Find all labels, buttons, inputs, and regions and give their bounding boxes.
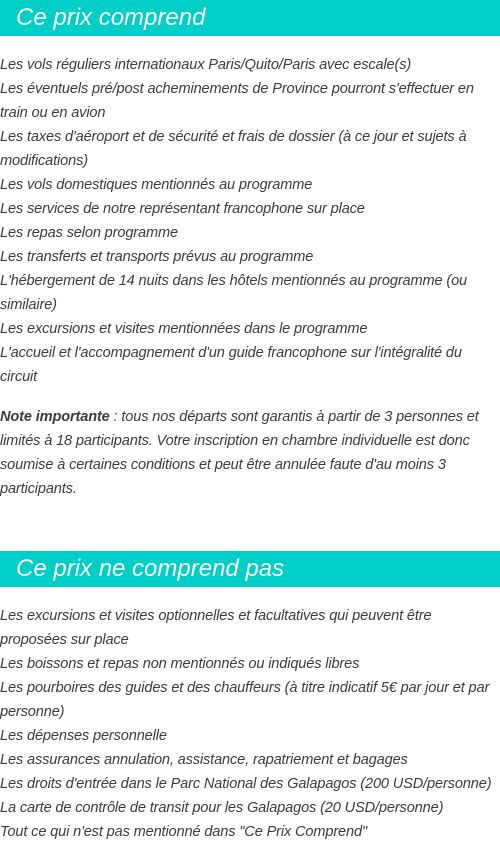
important-note — [0, 405, 484, 501]
included-list — [0, 53, 500, 389]
included-item: Les transferts et transports prévus au programme — [0, 249, 314, 265]
excluded-item: La carte de contrôle de transit pour les Galapagos (20 USD/personne) — [0, 800, 444, 816]
important-note-text: : tous nos départs sont garantis à partir de 3 personnes et limités à 18 participants. Votre inscription en chambre individuelle est donc soumise à certaines conditions et peut être annulée faute d'au moins 3 participants. — [0, 409, 479, 497]
included-section-title: Ce prix comprend — [0, 0, 500, 36]
excluded-item: Tout ce qui n'est pas mentionné dans "Ce Prix Comprend" — [0, 824, 367, 840]
excluded-item: Les assurances annulation, assistance, rapatriement et bagages — [0, 752, 408, 768]
included-item: L'hébergement de 14 nuits dans les hôtels mentionnés au programme (ou similaire) — [0, 273, 468, 313]
excluded-item: Les dépenses personnelle — [0, 728, 167, 744]
included-item: L'accueil et l'accompagnement d'un guide francophone sur l'intégralité du circuit — [0, 345, 462, 385]
included-item: Les vols réguliers internationaux Paris/Quito/Paris avec escale(s) — [0, 57, 412, 73]
included-item: Les repas selon programme — [0, 225, 178, 241]
included-item: Les services de notre représentant francophone sur place — [0, 201, 365, 217]
included-item: Les excursions et visites mentionnées dans le programme — [0, 321, 368, 337]
included-item: Les éventuels pré/post acheminements de Province pourront s'effectuer en train ou en avion — [0, 81, 474, 121]
included-item: Les vols domestiques mentionnés au programme — [0, 177, 313, 193]
excluded-item: Les droits d'entrée dans le Parc National des Galapagos (200 USD/personne) — [0, 776, 492, 792]
excluded-section-title: Ce prix ne comprend pas — [0, 551, 500, 587]
excluded-item: Les boissons et repas non mentionnés ou indiqués libres — [0, 656, 360, 672]
important-note-label: Note importante — [0, 409, 110, 425]
excluded-item: Les excursions et visites optionnelles et facultatives qui peuvent être proposées sur place — [0, 608, 432, 648]
excluded-item: Les pourboires des guides et des chauffeurs (à titre indicatif 5€ par jour et par personne) — [0, 680, 490, 720]
excluded-list — [0, 604, 500, 844]
included-item: Les taxes d'aéroport et de sécurité et frais de dossier (à ce jour et sujets à modifications) — [0, 129, 467, 169]
